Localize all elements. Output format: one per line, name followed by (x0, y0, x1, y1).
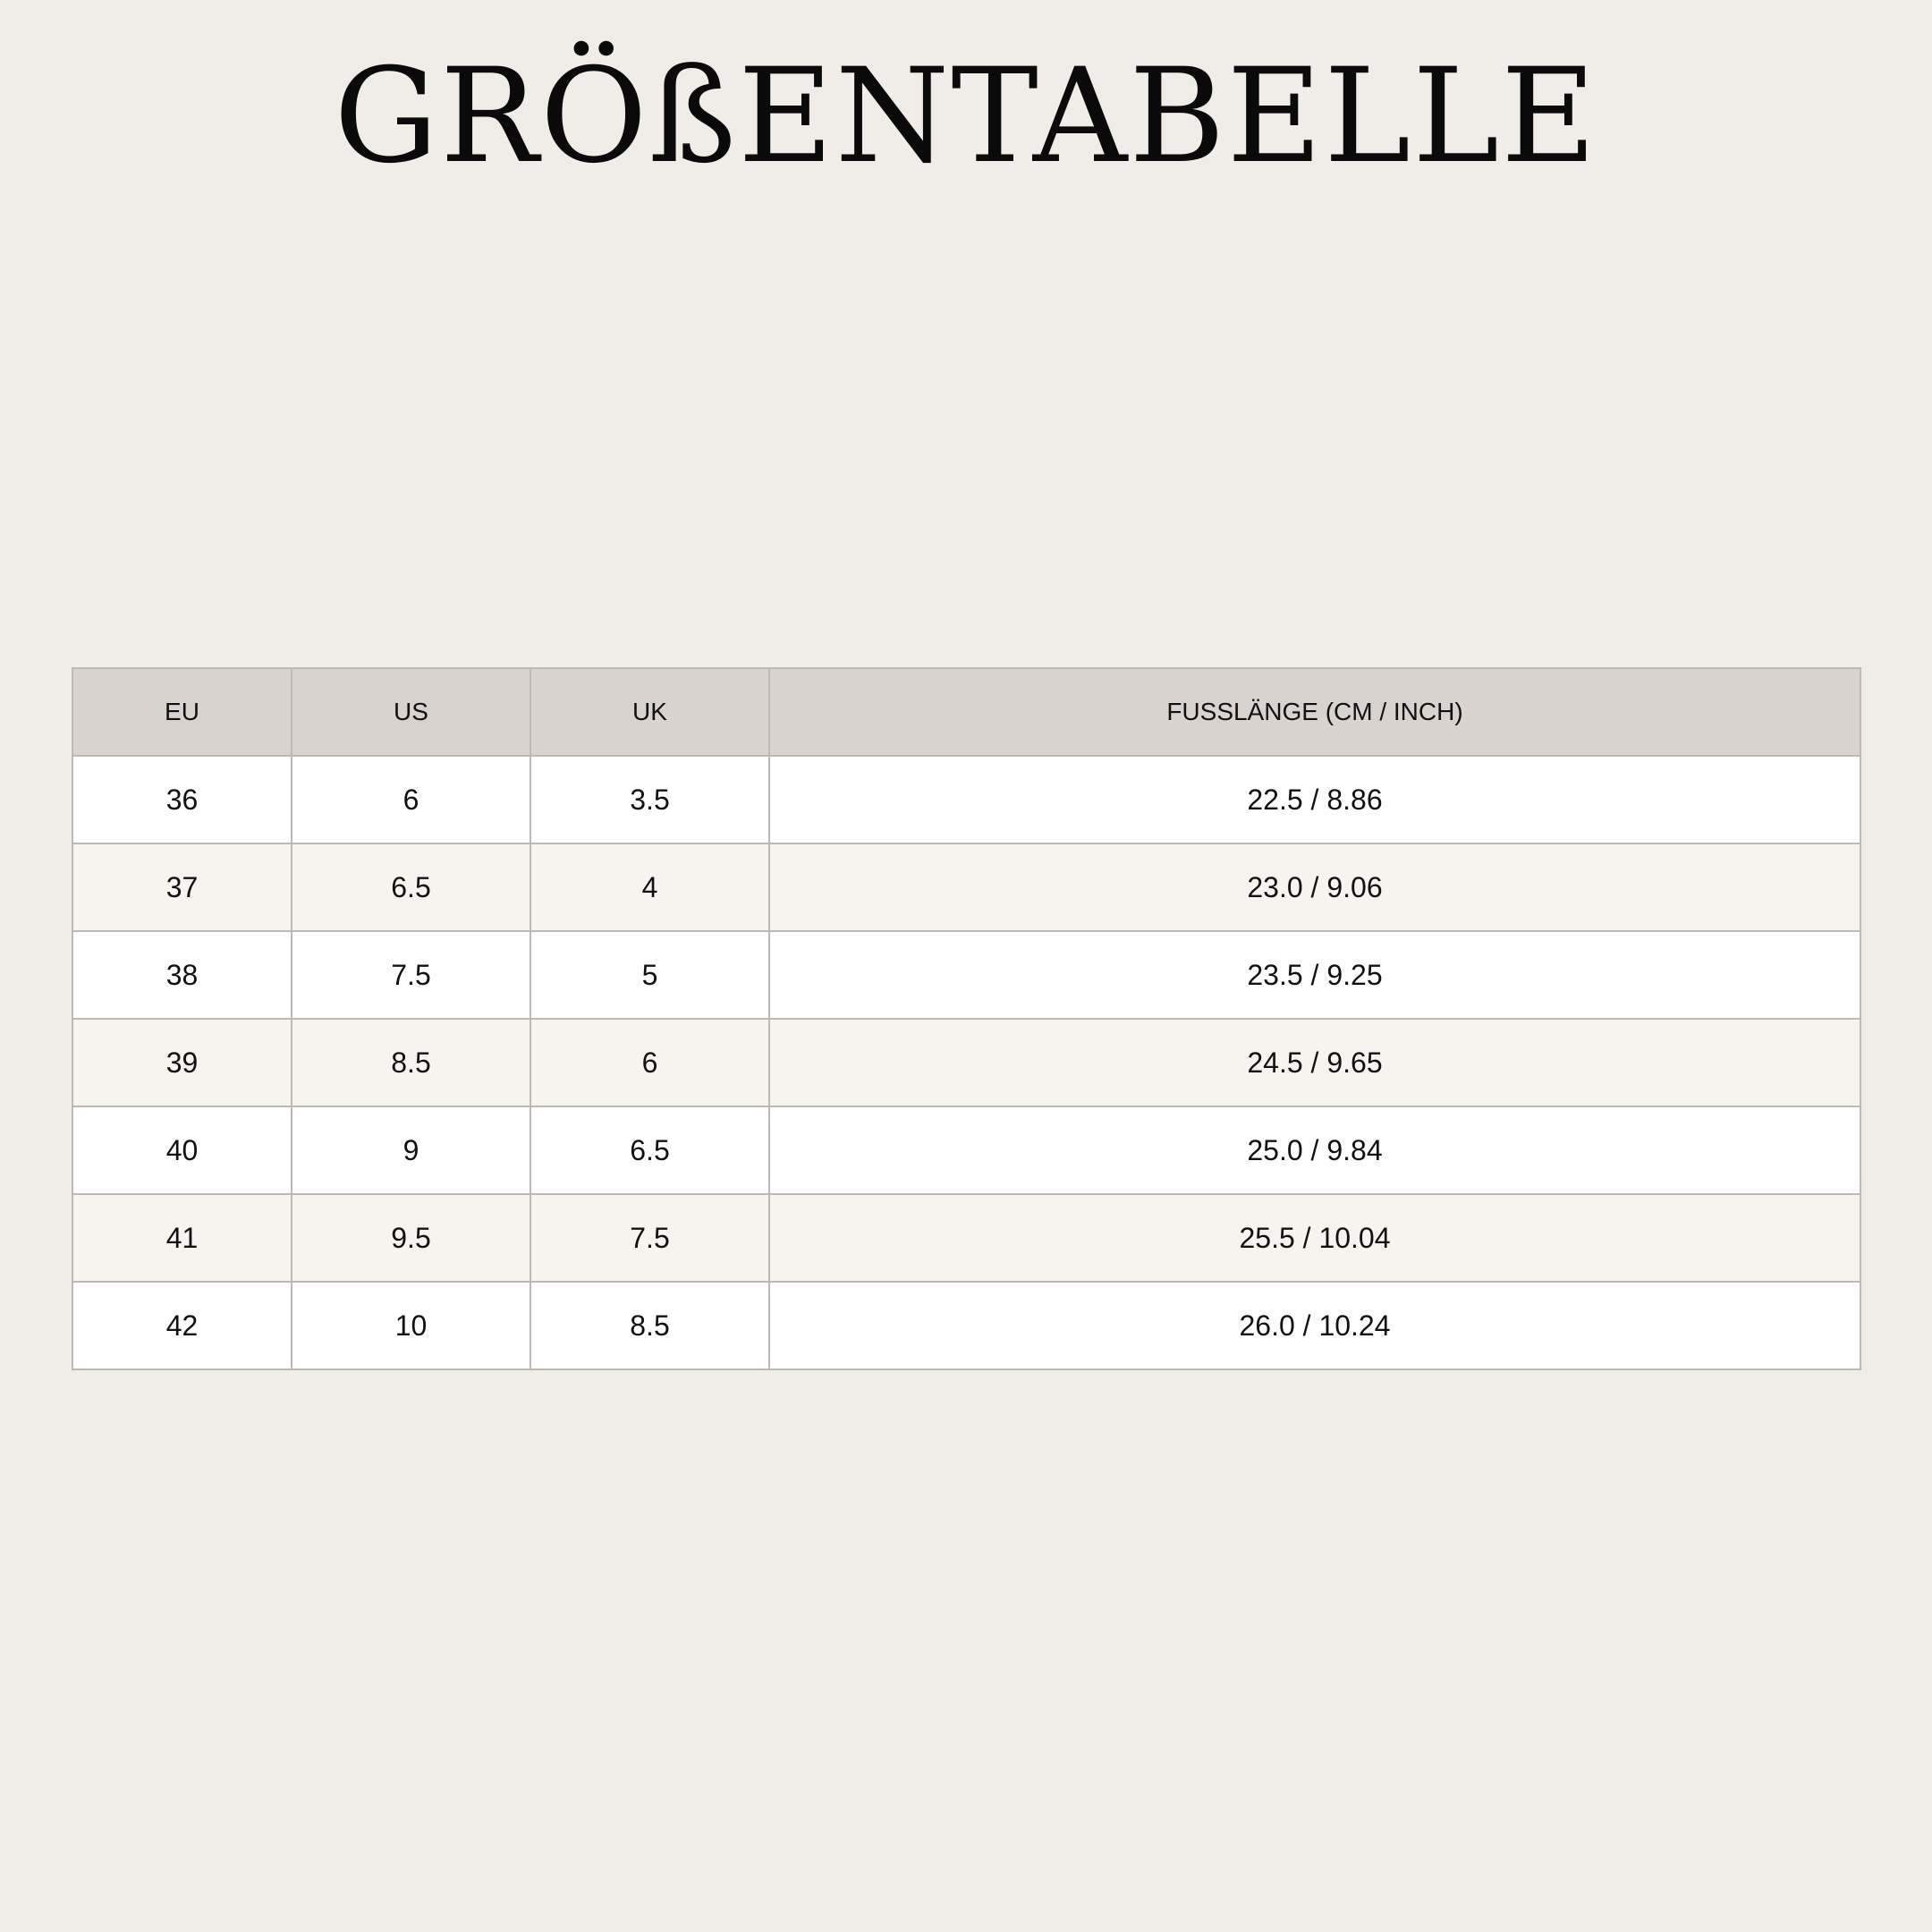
table-row (72, 843, 1860, 931)
cell-foot-length: 23.0 / 9.06 (769, 843, 1860, 931)
cell-foot-length: 25.5 / 10.04 (769, 1194, 1860, 1282)
cell-uk: 6 (530, 1019, 769, 1106)
cell-us: 10 (292, 1282, 530, 1369)
cell-foot-length: 24.5 / 9.65 (769, 1019, 1860, 1106)
page-title: GRÖßENTABELLE (334, 40, 1598, 192)
table-row (72, 1194, 1860, 1282)
table-header-row (72, 668, 1860, 756)
cell-eu: 42 (72, 1282, 292, 1369)
cell-us: 6.5 (292, 843, 530, 931)
table-body (72, 756, 1860, 1369)
cell-eu: 36 (72, 756, 292, 843)
cell-us: 7.5 (292, 931, 530, 1019)
cell-eu: 41 (72, 1194, 292, 1282)
size-table (72, 667, 1861, 1370)
table-header (72, 668, 1860, 756)
cell-eu: 39 (72, 1019, 292, 1106)
cell-foot-length: 22.5 / 8.86 (769, 756, 1860, 843)
table-row (72, 931, 1860, 1019)
cell-eu: 37 (72, 843, 292, 931)
cell-eu: 38 (72, 931, 292, 1019)
header-eu: EU (72, 668, 292, 756)
table-row (72, 756, 1860, 843)
table-row (72, 1019, 1860, 1106)
cell-foot-length: 26.0 / 10.24 (769, 1282, 1860, 1369)
table-row (72, 1106, 1860, 1194)
header-foot-length: FUSSLÄNGE (CM / INCH) (769, 668, 1860, 756)
cell-uk: 3.5 (530, 756, 769, 843)
cell-uk: 7.5 (530, 1194, 769, 1282)
table-row (72, 1282, 1860, 1369)
cell-uk: 6.5 (530, 1106, 769, 1194)
cell-uk: 4 (530, 843, 769, 931)
cell-foot-length: 23.5 / 9.25 (769, 931, 1860, 1019)
cell-uk: 8.5 (530, 1282, 769, 1369)
cell-foot-length: 25.0 / 9.84 (769, 1106, 1860, 1194)
header-us: US (292, 668, 530, 756)
cell-us: 9.5 (292, 1194, 530, 1282)
cell-eu: 40 (72, 1106, 292, 1194)
cell-us: 8.5 (292, 1019, 530, 1106)
cell-us: 9 (292, 1106, 530, 1194)
header-uk: UK (530, 668, 769, 756)
cell-us: 6 (292, 756, 530, 843)
cell-uk: 5 (530, 931, 769, 1019)
